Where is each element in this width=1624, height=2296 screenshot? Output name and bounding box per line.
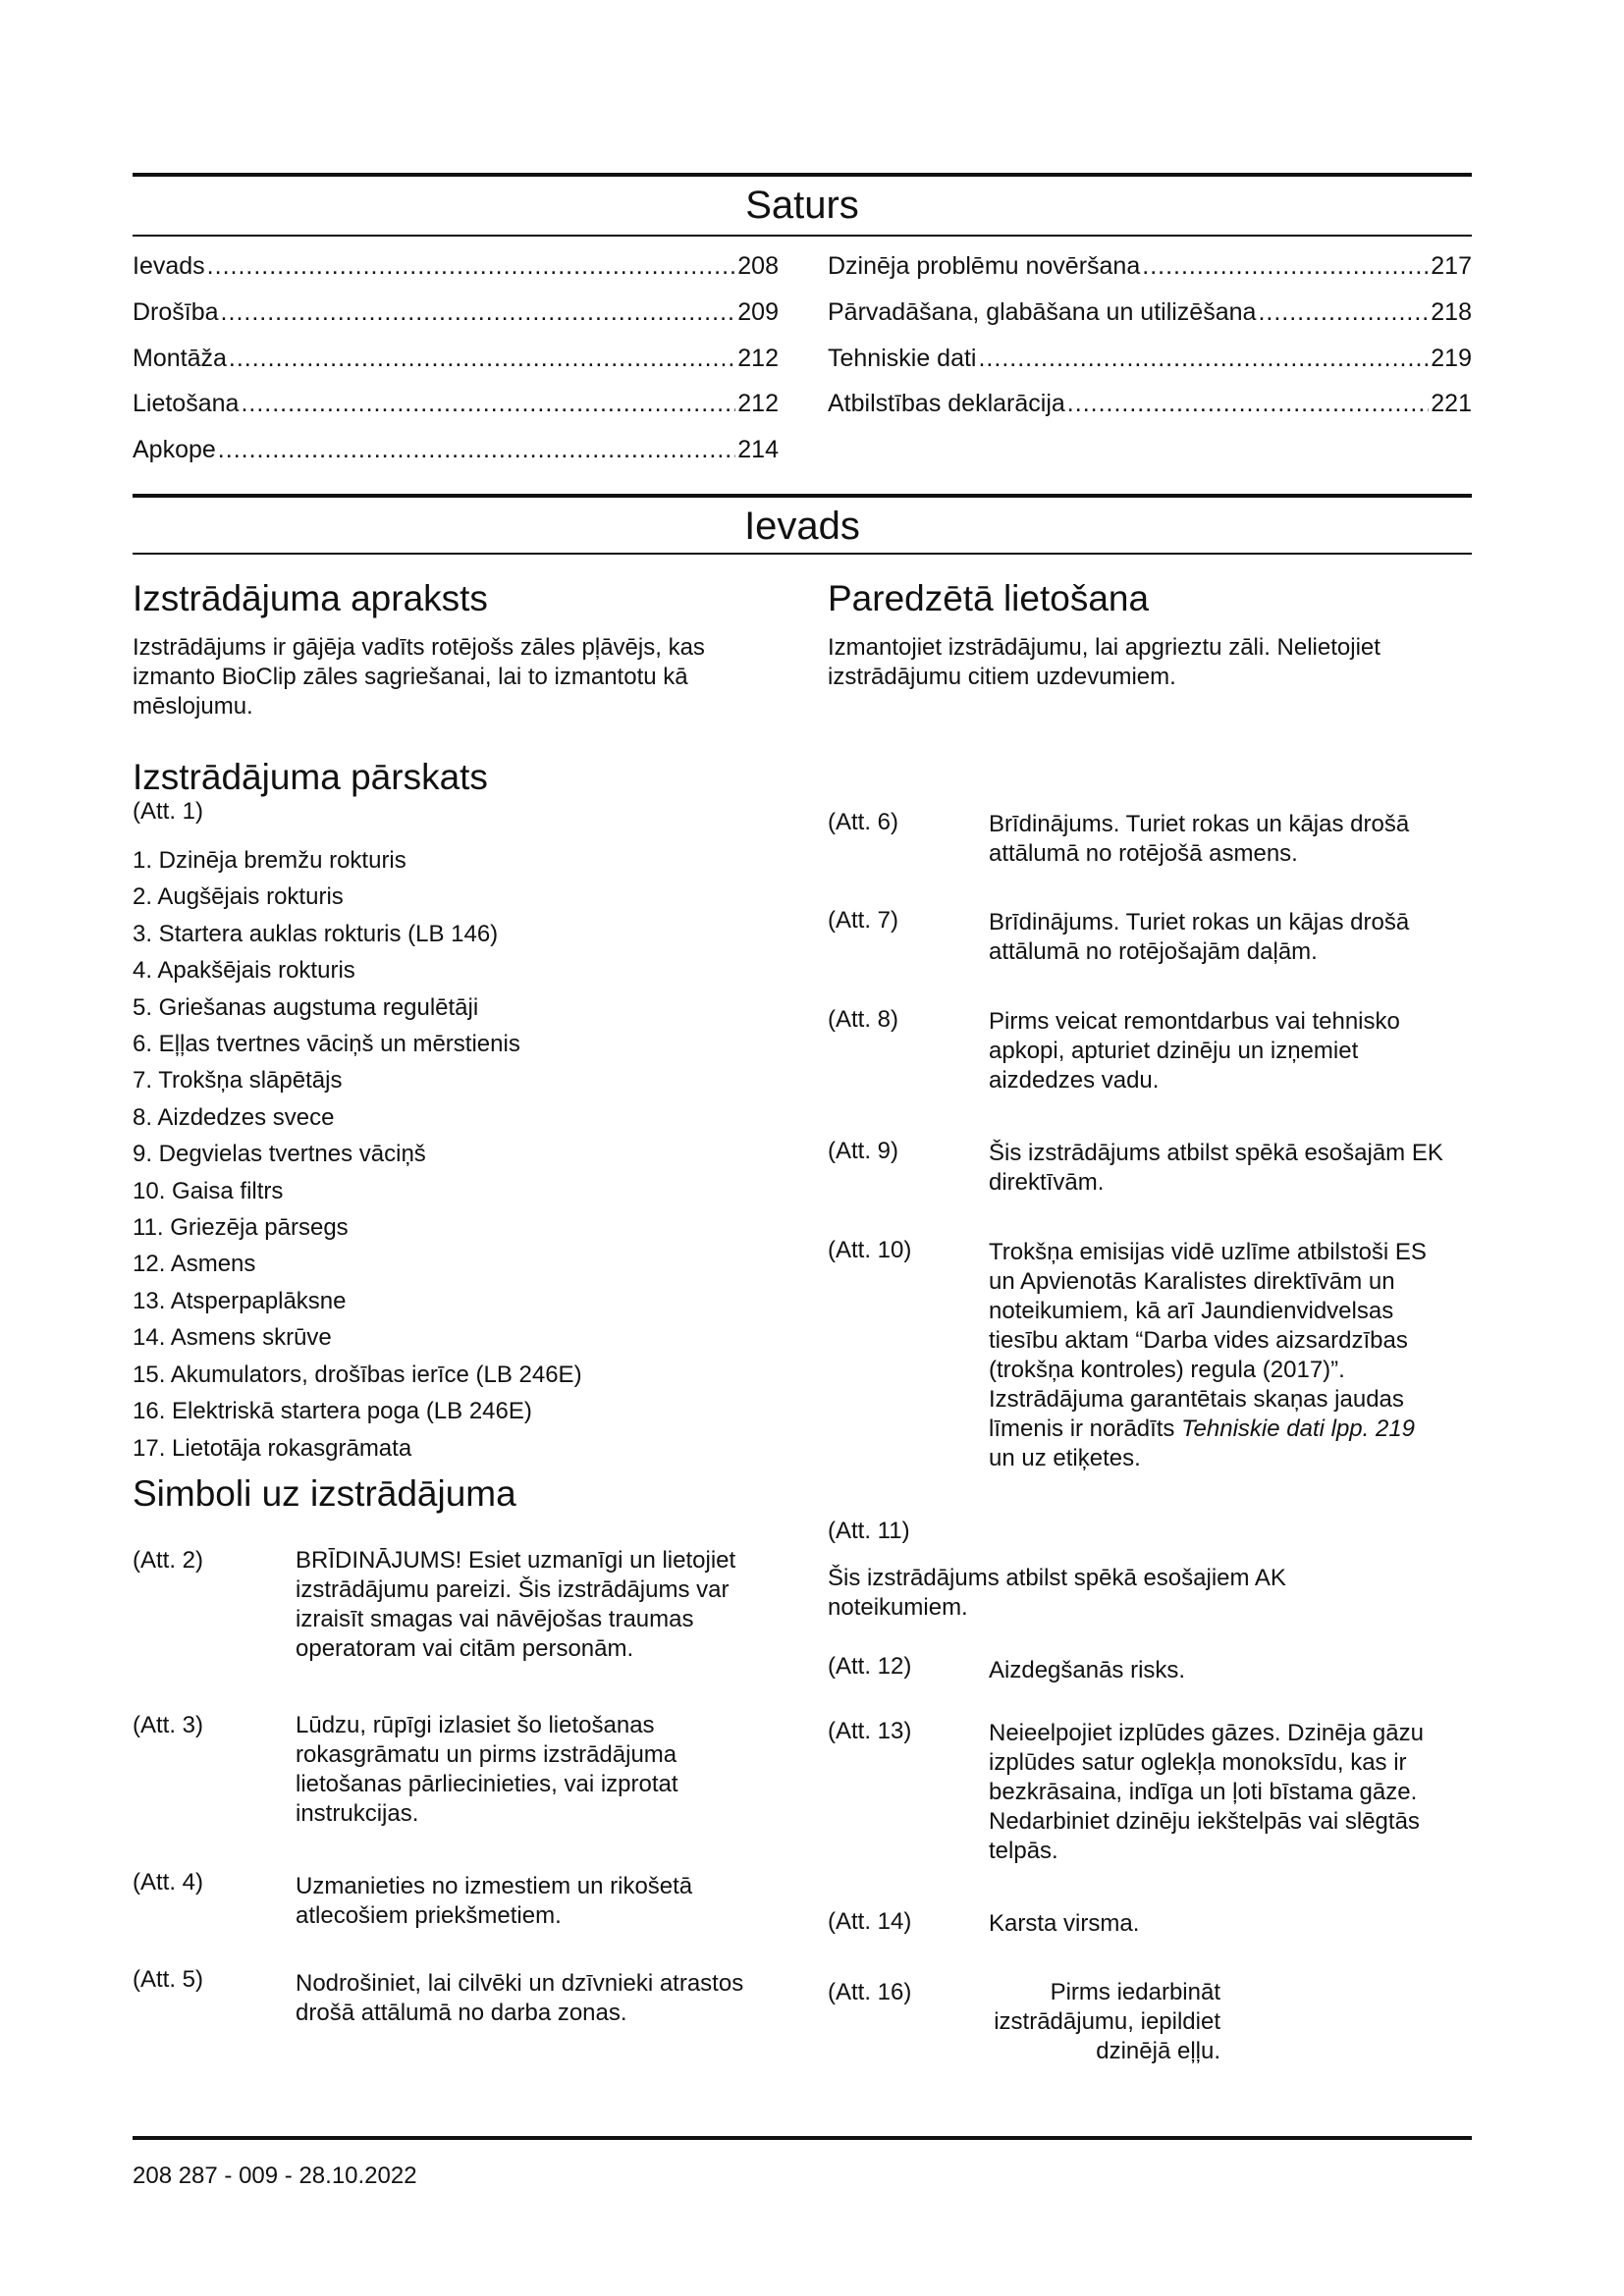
list-item: 3. Startera auklas rokturis (LB 146) (133, 920, 499, 947)
toc-item-dzineja-problemu-noversana[interactable]: Dzinēja problēmu novēršana ..... 217 (828, 250, 1472, 282)
symbol-att-12: (Att. 12) Aizdegšanās risks. (828, 1653, 1186, 1683)
symbol-att-11: (Att. 11) Šis izstrādājums atbilst spēkā esošajiem AK noteikumiem. (828, 1518, 1286, 1621)
list-item: 17. Lietotāja rokasgrāmata (133, 1434, 412, 1462)
intro-top-rule (133, 494, 1472, 498)
list-item: 2. Augšējais rokturis (133, 883, 344, 911)
toc-item-montaza[interactable]: Montāža ..... 212 (133, 343, 779, 374)
overview-list (133, 842, 771, 1467)
list-item: 5. Griešanas augstuma regulētāji (133, 993, 479, 1021)
symbol-att-2: (Att. 2) BRĪDINĀJUMS! Esiet uzmanīgi un lietojiet izstrādājumu pareizi. Šis izstrādājums var izraisīt smagas vai nāvējošas traumas operatoram vai citām personām. (133, 1547, 736, 1662)
list-item: 6. Eļļas tvertnes vāciņš un mērstienis (133, 1031, 520, 1058)
tech-data-link[interactable]: Tehniskie dati lpp. 219 (1181, 1415, 1416, 1442)
symbol-att-10: (Att. 10) Trokšņa emisijas vidē uzlīme atbilstoši ES un Apvienotās Karalistes direktīvām un noteikumiem, kā arī Jaundienvidvelsas tiesību aktam “Darba vides aizsardzības (trokšņa kontroles) regula (2017)”. Izstrādājuma garantētais skaņas jaudas līmenis ir norādīts Tehniskie dati lpp. 219 un uz etiķetes. (828, 1237, 1427, 1471)
toc-title: Saturs (745, 184, 859, 227)
toc-item-lietosana[interactable]: Lietošana ..... 212 (133, 388, 779, 419)
symbol-att-5: (Att. 5) Nodrošiniet, lai cilvēki un dzīvnieki atrastos drošā attālumā no darba zonas. (133, 1966, 744, 2026)
symbol-att-16: (Att. 16) Pirms iedarbināt izstrādājumu, iepildiet dzinējā eļļu. (828, 1979, 1220, 2064)
toc-item-ievads[interactable]: Ievads ..... 208 (133, 250, 779, 282)
symbol-att-7: (Att. 7) Brīdinājums. Turiet rokas un kājas drošā attālumā no rotējošajām daļām. (828, 907, 1410, 965)
symbol-att-14: (Att. 14) Karsta virsma. (828, 1908, 1140, 1937)
symbol-att-3: (Att. 3) Lūdzu, rūpīgi izlasiet šo lietošanas rokasgrāmatu un pirms izstrādājuma lietošanas pārliecinieties, vai izprotat instrukcijas. (133, 1712, 678, 1827)
list-item: 7. Trokšņa slāpētājs (133, 1067, 343, 1095)
toc-title-rule (133, 235, 1472, 237)
intro-title: Ievads (744, 505, 860, 548)
intended-use-heading: Paredzētā lietošana (828, 578, 1150, 618)
symbol-att-13: (Att. 13) Neieelpojiet izplūdes gāzes. Dzinēja gāzu izplūdes satur oglekļa monoksīdu, kas ir bezkrāsaina, indīga un ļoti bīstama gāze. Nedarbiniet dzinēju iekštelpās vai slēgtās telpās. (828, 1718, 1424, 1864)
list-item: 8. Aizdedzes svece (133, 1103, 335, 1131)
overview-figure-ref: (Att. 1) (133, 798, 204, 825)
description-text: Izstrādājums ir gājēja vadīts rotējošs zāles pļāvējs, kas izmanto BioClip zāles sagriešanai, lai to izmantotu kā mēslojumu. (133, 634, 705, 720)
symbols-heading: Simboli uz izstrādājuma (133, 1473, 516, 1514)
list-item: 10. Gaisa filtrs (133, 1177, 284, 1204)
description-heading: Izstrādājuma apraksts (133, 578, 488, 618)
intro-title-rule (133, 553, 1472, 555)
list-item: 11. Griezēja pārsegs (133, 1214, 349, 1242)
toc-item-atbilstibas-deklaracija[interactable]: Atbilstības deklarācija ..... 221 (828, 388, 1472, 419)
list-item: 13. Atsperpaplāksne (133, 1287, 347, 1314)
toc-item-parvadasana[interactable]: Pārvadāšana, glabāšana un utilizēšana ..... 218 (828, 296, 1472, 328)
toc-item-drosiba[interactable]: Drošība ..... 209 (133, 296, 779, 328)
list-item: 9. Degvielas tvertnes vāciņš (133, 1141, 426, 1168)
footer-rule (133, 2136, 1472, 2140)
list-item: 16. Elektriskā startera poga (LB 246E) (133, 1398, 532, 1425)
list-item: 12. Asmens (133, 1251, 256, 1278)
intended-use-text: Izmantojiet izstrādājumu, lai apgrieztu zāli. Nelietojiet izstrādājumu citiem uzdevumiem. (828, 634, 1380, 690)
list-item: 4. Apakšējais rokturis (133, 957, 355, 985)
list-item: 1. Dzinēja bremžu rokturis (133, 847, 406, 874)
list-item: 14. Asmens skrūve (133, 1324, 332, 1352)
symbol-att-8: (Att. 8) Pirms veicat remontdarbus vai tehnisko apkopi, apturiet dzinēju un izņemiet aizdedzes vadu. (828, 1006, 1400, 1094)
symbol-att-6: (Att. 6) Brīdinājums. Turiet rokas un kājas drošā attālumā no rotējošā asmens. (828, 809, 1410, 867)
list-item: 15. Akumulators, drošības ierīce (LB 246E) (133, 1361, 582, 1388)
toc-top-rule (133, 173, 1472, 177)
footer-doc-id: 208 287 - 009 - 28.10.2022 (133, 2163, 417, 2189)
overview-heading: Izstrādājuma pārskats (133, 757, 488, 797)
symbol-att-4: (Att. 4) Uzmanieties no izmestiem un rikošetā atlecošiem priekšmetiem. (133, 1869, 693, 1929)
toc-item-tehniskie-dati[interactable]: Tehniskie dati ..... 219 (828, 343, 1472, 374)
toc-item-apkope[interactable]: Apkope ..... 214 (133, 434, 779, 465)
symbol-att-9: (Att. 9) Šis izstrādājums atbilst spēkā esošajām EK direktīvām. (828, 1138, 1443, 1196)
